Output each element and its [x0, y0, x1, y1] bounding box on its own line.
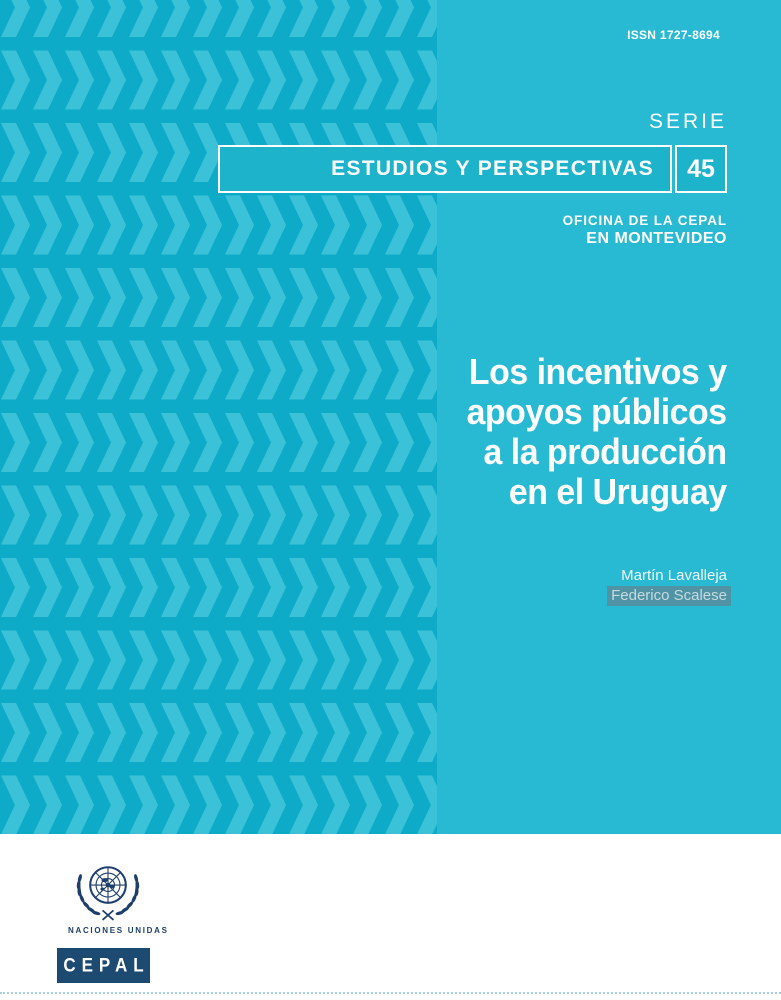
- title-line-1: Los incentivos y: [469, 351, 727, 392]
- author-name: Martín Lavalleja: [621, 567, 727, 584]
- bottom-dotted-divider: [0, 992, 781, 994]
- cepal-label: CEPAL: [63, 954, 150, 976]
- un-emblem-icon: [70, 859, 146, 922]
- serie-label: SERIE: [648, 110, 727, 133]
- left-chevron-panel: [0, 0, 437, 834]
- title-line-4: en el Uruguay: [509, 471, 727, 512]
- title-line-3: a la producción: [483, 431, 727, 472]
- naciones-unidas-label: NACIONES UNIDAS: [68, 926, 169, 935]
- office-label: [563, 213, 727, 248]
- cepal-logo: [57, 948, 150, 983]
- series-banner-number: 45: [675, 145, 727, 193]
- page-title: [467, 352, 727, 512]
- series-banner: [218, 145, 727, 193]
- title-line-2: apoyos públicos: [467, 391, 727, 432]
- office-line2: EN MONTEVIDEO: [586, 230, 727, 247]
- chevron-pattern-icon: [0, 0, 437, 834]
- office-line1: OFICINA DE LA CEPAL: [562, 213, 727, 228]
- author-name-selected: Federico Scalese: [607, 586, 731, 606]
- authors-block: [607, 566, 727, 606]
- issn-label: ISSN 1727-8694: [627, 28, 720, 42]
- naciones-unidas-logo: [68, 859, 169, 935]
- series-banner-title: ESTUDIOS Y PERSPECTIVAS: [218, 145, 672, 193]
